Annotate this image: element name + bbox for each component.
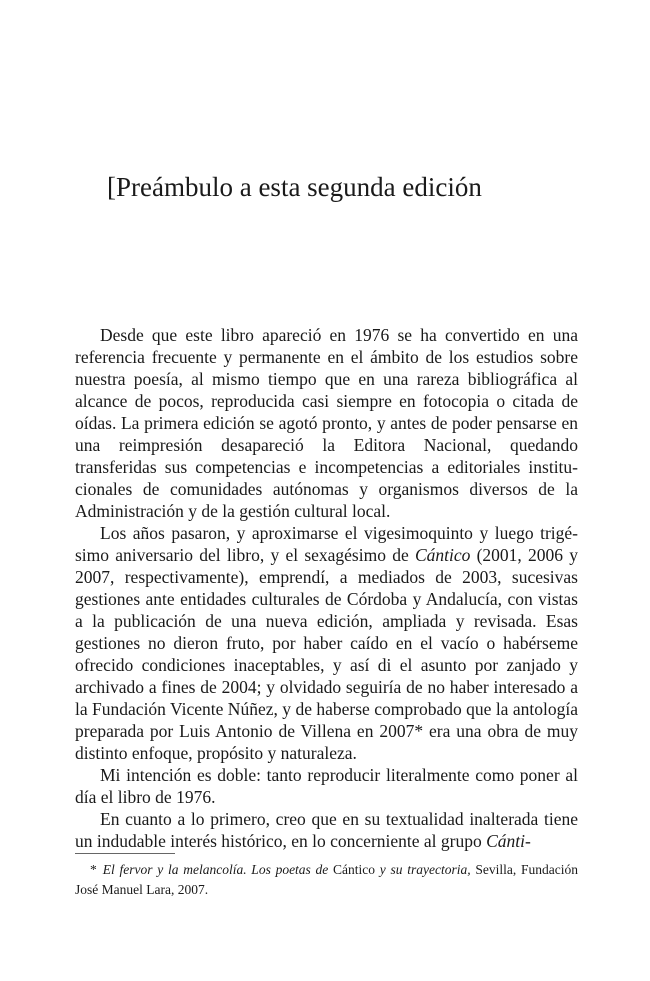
italic-title: Cántico: [414, 545, 471, 565]
footnote-text: Sevilla, Fundación José Manuel Lara, 2007.: [75, 862, 578, 897]
body-text: [75, 324, 578, 852]
paragraph: [75, 808, 578, 852]
text-segment: (2001, 2006 y 2007, respectivamente), emprendí, a mediados de 2003, sucesivas gestiones ante entidades culturales de Córdoba y Andalucía, con vistas a la publicación de una nueva edición, ampliada y revisada. Esas gestiones no dieron fruto, por haber caído en el vacío o habérseme ofrecido condiciones inaceptables, y así di el asunto por zanjado y archivado a fines de 2004; y olvidado seguiría de no haber interesado a la Fundación Vicente Núñez, y de haberse comprobado que la antología preparada por Luis Antonio de Villena en 2007* era una obra de muy distinto enfoque, propósito y naturaleza.: [75, 545, 578, 763]
paragraph: [75, 324, 578, 522]
paragraph: [75, 522, 578, 764]
text-segment: Los años pasaron, y aproximarse el vigesimoquinto y luego trigésimo aniversario del libro, y el sexagésimo de: [75, 523, 578, 565]
text-segment: Mi intención es doble: tanto reproducir literalmente como poner al día el libro de 1976.: [75, 765, 578, 807]
text-segment: En cuanto a lo primero, creo que en su textualidad inalterada tiene un indudable interés histórico, en lo concerniente al grupo: [75, 809, 578, 851]
italic-title: Cánti-: [486, 831, 531, 851]
text-segment: Desde que este libro apareció en 1976 se ha convertido en una referencia frecuente y permanente en el ámbito de los estudios sobre nuestra poesía, al mismo tiempo que en una rareza bibliográfica al alcance de pocos, reproducida casi siempre en fotocopia o citada de oídas. La primera edición se agotó pronto, y antes de poder pensarse en una reimpresión desapareció la Editora Nacional, quedando transferidas sus competencias e incompetencias a editoriales institucionales de comunidades autónomas y organismos diversos de la Administración y de la gestión cultural local.: [75, 325, 578, 521]
footnote-italic: El fervor y la melancolía. Los poetas de: [102, 862, 334, 877]
chapter-title: [Preámbulo a esta segunda edición: [107, 172, 482, 202]
footnote-text: Cántico: [333, 862, 376, 877]
footnote: [75, 860, 578, 900]
paragraph: [75, 764, 578, 808]
footnote-mark: *: [90, 862, 97, 877]
footnote-italic: y su trayectoria,: [375, 862, 471, 877]
footnote-rule: [75, 853, 175, 854]
